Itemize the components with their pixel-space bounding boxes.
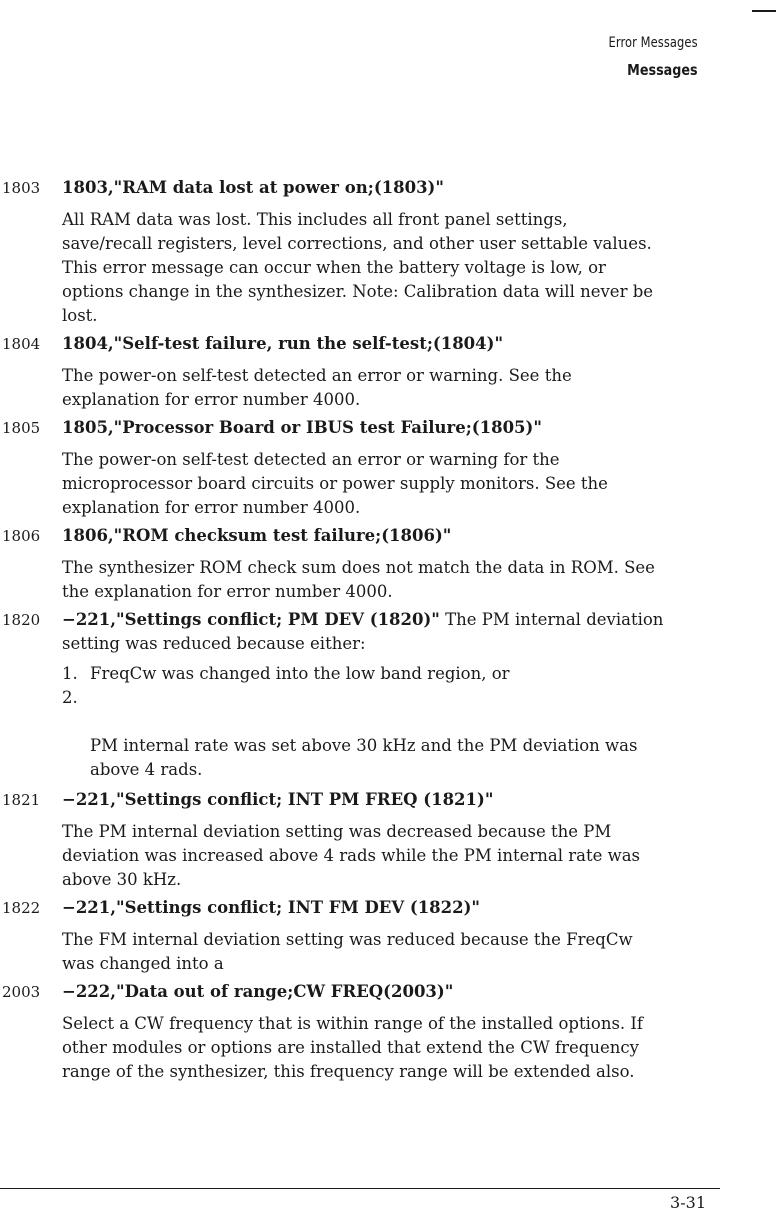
section-title: Error Messages: [608, 35, 698, 51]
list-item: [62, 662, 720, 686]
error-title: 1803,"RAM data lost at power on;(1803)": [62, 178, 444, 197]
error-description: The power-on self-test detected an error or warning. See the explanation for error number 4000.: [62, 366, 572, 409]
cause-list: [62, 662, 720, 782]
corner-mark: [752, 10, 776, 12]
list-item-number: 1.: [62, 664, 78, 683]
error-code: 1804: [2, 335, 41, 353]
error-title: −221,"Settings conflict; INT FM DEV (1822)": [62, 898, 481, 917]
error-entry-1804: [0, 332, 720, 412]
list-item-number: 2.: [62, 688, 78, 707]
page-number: 3-31: [670, 1193, 706, 1212]
error-description: The PM internal deviation setting was decreased because the PM deviation was increased above 4 rads while the PM internal rate was above 30 kHz.: [62, 822, 641, 889]
error-entry-1806: [0, 524, 720, 604]
error-entry-2003: [0, 980, 720, 1084]
error-message-list: [0, 176, 720, 1088]
error-code: 1822: [2, 899, 41, 917]
error-code: 1805: [2, 419, 41, 437]
error-description: All RAM data was lost. This includes all front panel settings, save/recall registers, level corrections, and other user settable values. This error message can occur when the battery voltage is low, or options change in the synthesizer. Note: Calibration data will never be lost.: [62, 210, 654, 325]
error-description: The FM internal deviation setting was reduced because the FreqCw was changed into a: [62, 930, 633, 973]
error-title: −222,"Data out of range;CW FREQ(2003)": [62, 982, 454, 1001]
error-entry-1821: [0, 788, 720, 892]
error-description: The power-on self-test detected an error or warning for the microprocessor board circuits or power supply monitors. See the explanation for error number 4000.: [62, 450, 608, 517]
error-code: 1821: [2, 791, 41, 809]
error-code: 1803: [2, 179, 41, 197]
error-entry-1805: [0, 416, 720, 520]
error-description: The synthesizer ROM check sum does not match the data in ROM. See the explanation for error number 4000.: [62, 558, 655, 601]
error-entry-1822: [0, 896, 720, 976]
error-title: −221,"Settings conflict; INT PM FREQ (1821)": [62, 790, 494, 809]
error-title: 1805,"Processor Board or IBUS test Failure;(1805)": [62, 418, 542, 437]
list-item: [62, 686, 720, 782]
error-description: setting was reduced because either:: [62, 634, 366, 653]
error-title: 1806,"ROM checksum test failure;(1806)": [62, 526, 452, 545]
error-entry-1803: [0, 176, 720, 328]
list-item-text: FreqCw was changed into the low band region, or: [90, 664, 510, 683]
error-code: 1820: [2, 611, 41, 629]
error-code: 1806: [2, 527, 41, 545]
error-title-inline-text: The PM internal deviation: [439, 610, 664, 629]
error-entry-1820: [0, 608, 720, 782]
footer-rule: [0, 1188, 720, 1189]
subsection-title: Messages: [627, 61, 698, 79]
error-description: Select a CW frequency that is within range of the installed options. If other modules or options are installed that extend the CW frequency range of the synthesizer, this frequency range will be extended also.: [62, 1014, 644, 1081]
error-title: 1804,"Self-test failure, run the self-test;(1804)": [62, 334, 504, 353]
running-header: [589, 34, 698, 79]
error-title-line: [62, 608, 720, 632]
list-item-text: PM internal rate was set above 30 kHz and the PM deviation was above 4 rads.: [90, 736, 638, 779]
error-code: 2003: [2, 983, 41, 1001]
error-title: −221,"Settings conflict; PM DEV (1820)": [62, 610, 440, 629]
